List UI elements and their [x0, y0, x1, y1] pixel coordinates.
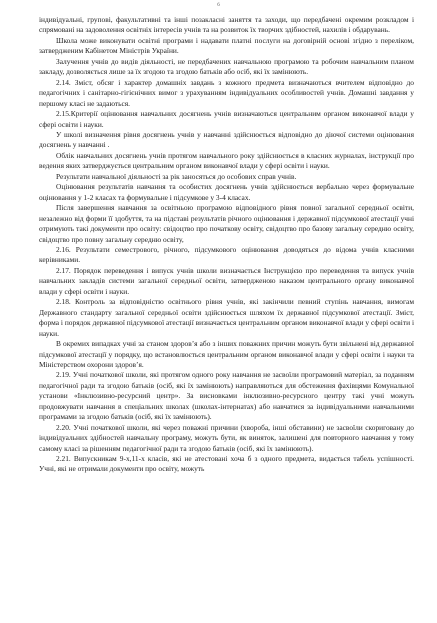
paragraph: Оцінювання результатів навчання та особистих досягнень учнів здійснюється вербально через формувальне оцінювання у 1-2 класах та формувальне і підсумкове у 3-4 класах.	[39, 182, 414, 202]
paragraph: У школі визначення рівня досягнень учнів у навчанні здійснюється відповідно до діючої системи оцінювання досягнень у навчанні .	[39, 129, 414, 150]
paragraph: Залучення учнів до видів діяльності, не передбачених навчальною програмою та робочим навчальним планом закладу, дозволяється лише за їх згодою та згодою батьків або осіб, які їх замінюють.	[39, 56, 414, 77]
paragraph: 2.15.Критерії оцінювання навчальних досягнень учнів визначаються центральним органом виконавчої влади у сфері освіти і науки.	[39, 109, 414, 129]
paragraph: 2.19. Учні початкової школи, які протягом одного року навчання не засвоїли програмовий матеріал, за поданням педагогічної ради та згодою батьків (осіб, які їх замінюють) направляються для обстеження фахівцями Комунальної установи «Інклюзивно-ресурсний центр». За висновками інклюзивно-ресурсного центру такі учні можуть продовжувати навчання в спеціальних школах (школах-інтернатах) або навчатися за індивідуальними навчальними програмами за згодою батьків (осіб, які їх замінюють).	[39, 370, 414, 422]
paragraph: 2.16. Результати семестрового, річного, підсумкового оцінювання доводяться до відома учнів класними керівниками.	[39, 244, 414, 265]
paragraph: Школа може виконувати освітні програми і надавати платні послуги на договірній основі згідно з переліком, затвердженим Кабінетом Міністрів України.	[39, 35, 414, 56]
paragraph: Після завершення навчання за освітньою програмою відповідного рівня повної загальної середньої освіти, незалежно від форми її здобуття, та на підставі результатів річного оцінювання і державної підсумкової атестації учні отримують такі документи про освіту: свідоцтво про початкову освіту, свідоцтво про базову загальну середню освіту, свідоцтво про повну загальну середню освіту,	[39, 203, 414, 244]
paragraph: індивідуальні, групові, факультативні та інші позакласні заняття та заходи, що передбачені окремим розкладом і спрямовані на задоволення освітніх інтересів учнів та на розвиток їх творчих здібностей, нахилів і обдарувань.	[39, 15, 414, 35]
paragraph: 2.21. Випускникам 9-х,11-х класів, які не атестовані хоча б з одного предмета, видається табель успішності. Учні, які не отримали документи про освіту, можуть	[39, 454, 414, 474]
paragraph: 2.17. Порядок переведення і випуск учнів школи визначається Інструкцією про переведення та випуск учнів навчальних закладів системи загальної середньої освіти, затвердженою наказом центрального органу виконавчої влади у сфері освіти і науки.	[39, 265, 414, 296]
page-number: 6	[217, 3, 220, 8]
paragraph: 2.14. Зміст, обсяг і характер домашніх завдань з кожного предмета визначаються вчителем відповідно до педагогічних і санітарно-гігієнічних вимог з урахуванням індивідуальних особливостей учнів. Домашні завдання у першому класі не задаються.	[39, 77, 414, 108]
paragraph: 2.18. Контроль за відповідністю освітнього рівня учнів, які закінчили певний ступінь навчання, вимогам Державного стандарту загальної середньої освіти здійснюється шляхом їх державної підсумкової атестації. Зміст, форма і порядок державної підсумкової атестації визначається центральним органом виконавчої влади у сфері освіти і науки.	[39, 297, 414, 338]
document-body	[39, 15, 414, 475]
paragraph: 2.20. Учні початкової школи, які через поважні причини (хвороба, інші обставини) не засвоїли скориговану до індивідуальних здібностей навчальну програму, можуть бути, як виняток, залишені для повторного навчання у тому самому класі за рішенням педагогічної ради та згодою батьків (осіб, які їх замінюють).	[39, 422, 414, 453]
paragraph: Облік навчальних досягнень учнів протягом навчального року здійснюється в класних журналах, інструкції про ведення яких затверджується центральним органом виконавчої влади у сфері освіти і науки.	[39, 150, 414, 171]
paragraph: В окремих випадках учні за станом здоров’я або з інших поважних причин можуть бути звільнені від державної підсумкової атестації у порядку, що встановлюється центральним органом виконавчої влади у сфері освіти і науки та Міністерством охорони здоров’я.	[39, 339, 414, 369]
paragraph: Результати навчальної діяльності за рік заносяться до особових справ учнів.	[56, 171, 297, 181]
